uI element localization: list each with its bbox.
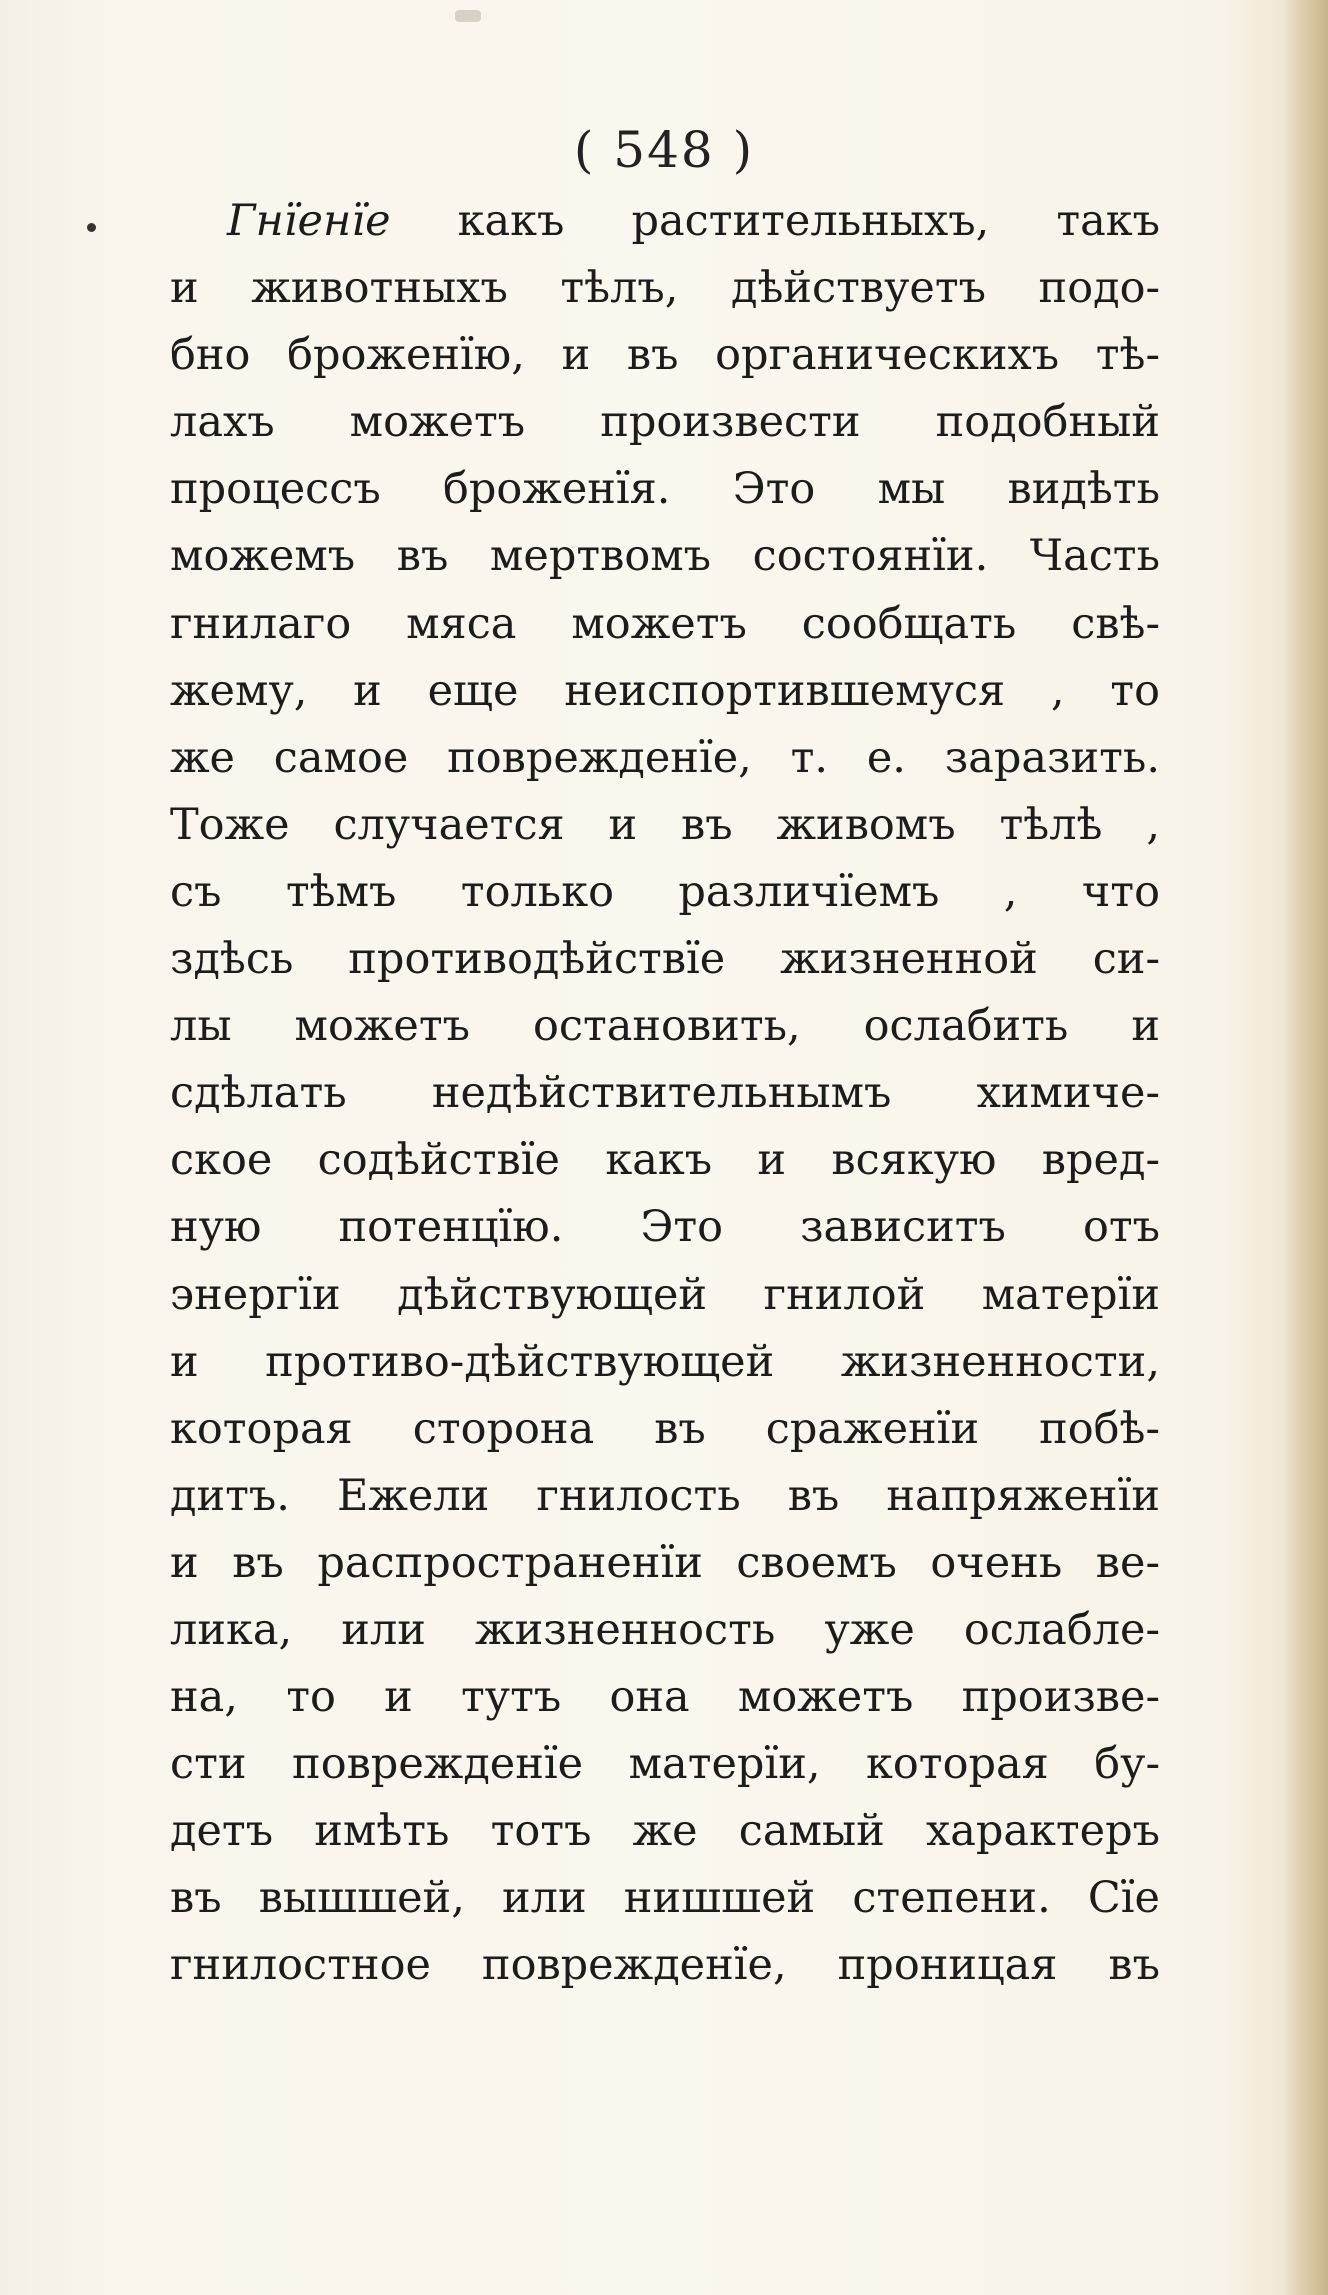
text-line: дитъ. Ежели гнилость въ напряженїи xyxy=(170,1470,1160,1521)
text-line: ную потенцїю. Это зависитъ отъ xyxy=(170,1202,1160,1253)
body-text xyxy=(170,188,1160,2000)
text-line: Тоже случается и въ живомъ тѣлѣ , xyxy=(170,799,1160,850)
text-line: гнилаго мяса можетъ сообщать свѣ- xyxy=(170,598,1160,649)
page-edge-shadow xyxy=(1282,0,1328,2295)
text-line: здѣсь противодѣйствїе жизненной си- xyxy=(170,934,1160,985)
first-line-rest: какъ растительныхъ, такъ xyxy=(457,196,1161,246)
text-line: и въ распространенїи своемъ очень ве- xyxy=(170,1537,1160,1588)
text-line: и противо-дѣйствующей жизненности, xyxy=(170,1336,1160,1387)
text-line: бно броженїю, и въ органическихъ тѣ- xyxy=(170,330,1160,381)
text-line: съ тѣмъ только различїемъ , что xyxy=(170,866,1160,917)
text-line: въ вышшей, или нишшей степени. Сїе xyxy=(170,1873,1160,1924)
lead-word: Гнїенїе xyxy=(227,196,391,246)
text-line: сти поврежденїе матерїи, которая бу- xyxy=(170,1739,1160,1790)
text-line: на, то и тутъ она можетъ произве- xyxy=(170,1672,1160,1723)
text-line: лы можетъ остановить, ослабить и xyxy=(170,1001,1160,1052)
margin-dot xyxy=(87,223,96,232)
text-line: сдѣлать недѣйствительнымъ химиче- xyxy=(170,1068,1160,1119)
text-line: детъ имѣть тотъ же самый характеръ xyxy=(170,1806,1160,1857)
text-line: гнилостное поврежденїе, проницая въ xyxy=(170,1940,1160,1991)
text-line: лика, или жизненность уже ослабле- xyxy=(170,1604,1160,1655)
page-number: ( 548 ) xyxy=(573,121,755,179)
text-line: жему, и еще неиспортившемуся , то xyxy=(170,665,1160,716)
text-line: можемъ въ мертвомъ состоянїи. Часть xyxy=(170,531,1160,582)
text-line-first xyxy=(170,188,1160,255)
text-line: ское содѣйствїе какъ и всякую вред- xyxy=(170,1135,1160,1186)
text-line: которая сторона въ сраженїи побѣ- xyxy=(170,1403,1160,1454)
text-line: энергїи дѣйствующей гнилой матерїи xyxy=(170,1269,1160,1320)
text-line: и животныхъ тѣлъ, дѣйствуетъ подо- xyxy=(170,263,1160,314)
text-line: лахъ можетъ произвести подобный xyxy=(170,397,1160,448)
text-line: процессъ броженїя. Это мы видѣть xyxy=(170,464,1160,515)
text-line: же самое поврежденїе, т. е. заразить. xyxy=(170,732,1160,783)
ink-smudge xyxy=(455,10,481,22)
